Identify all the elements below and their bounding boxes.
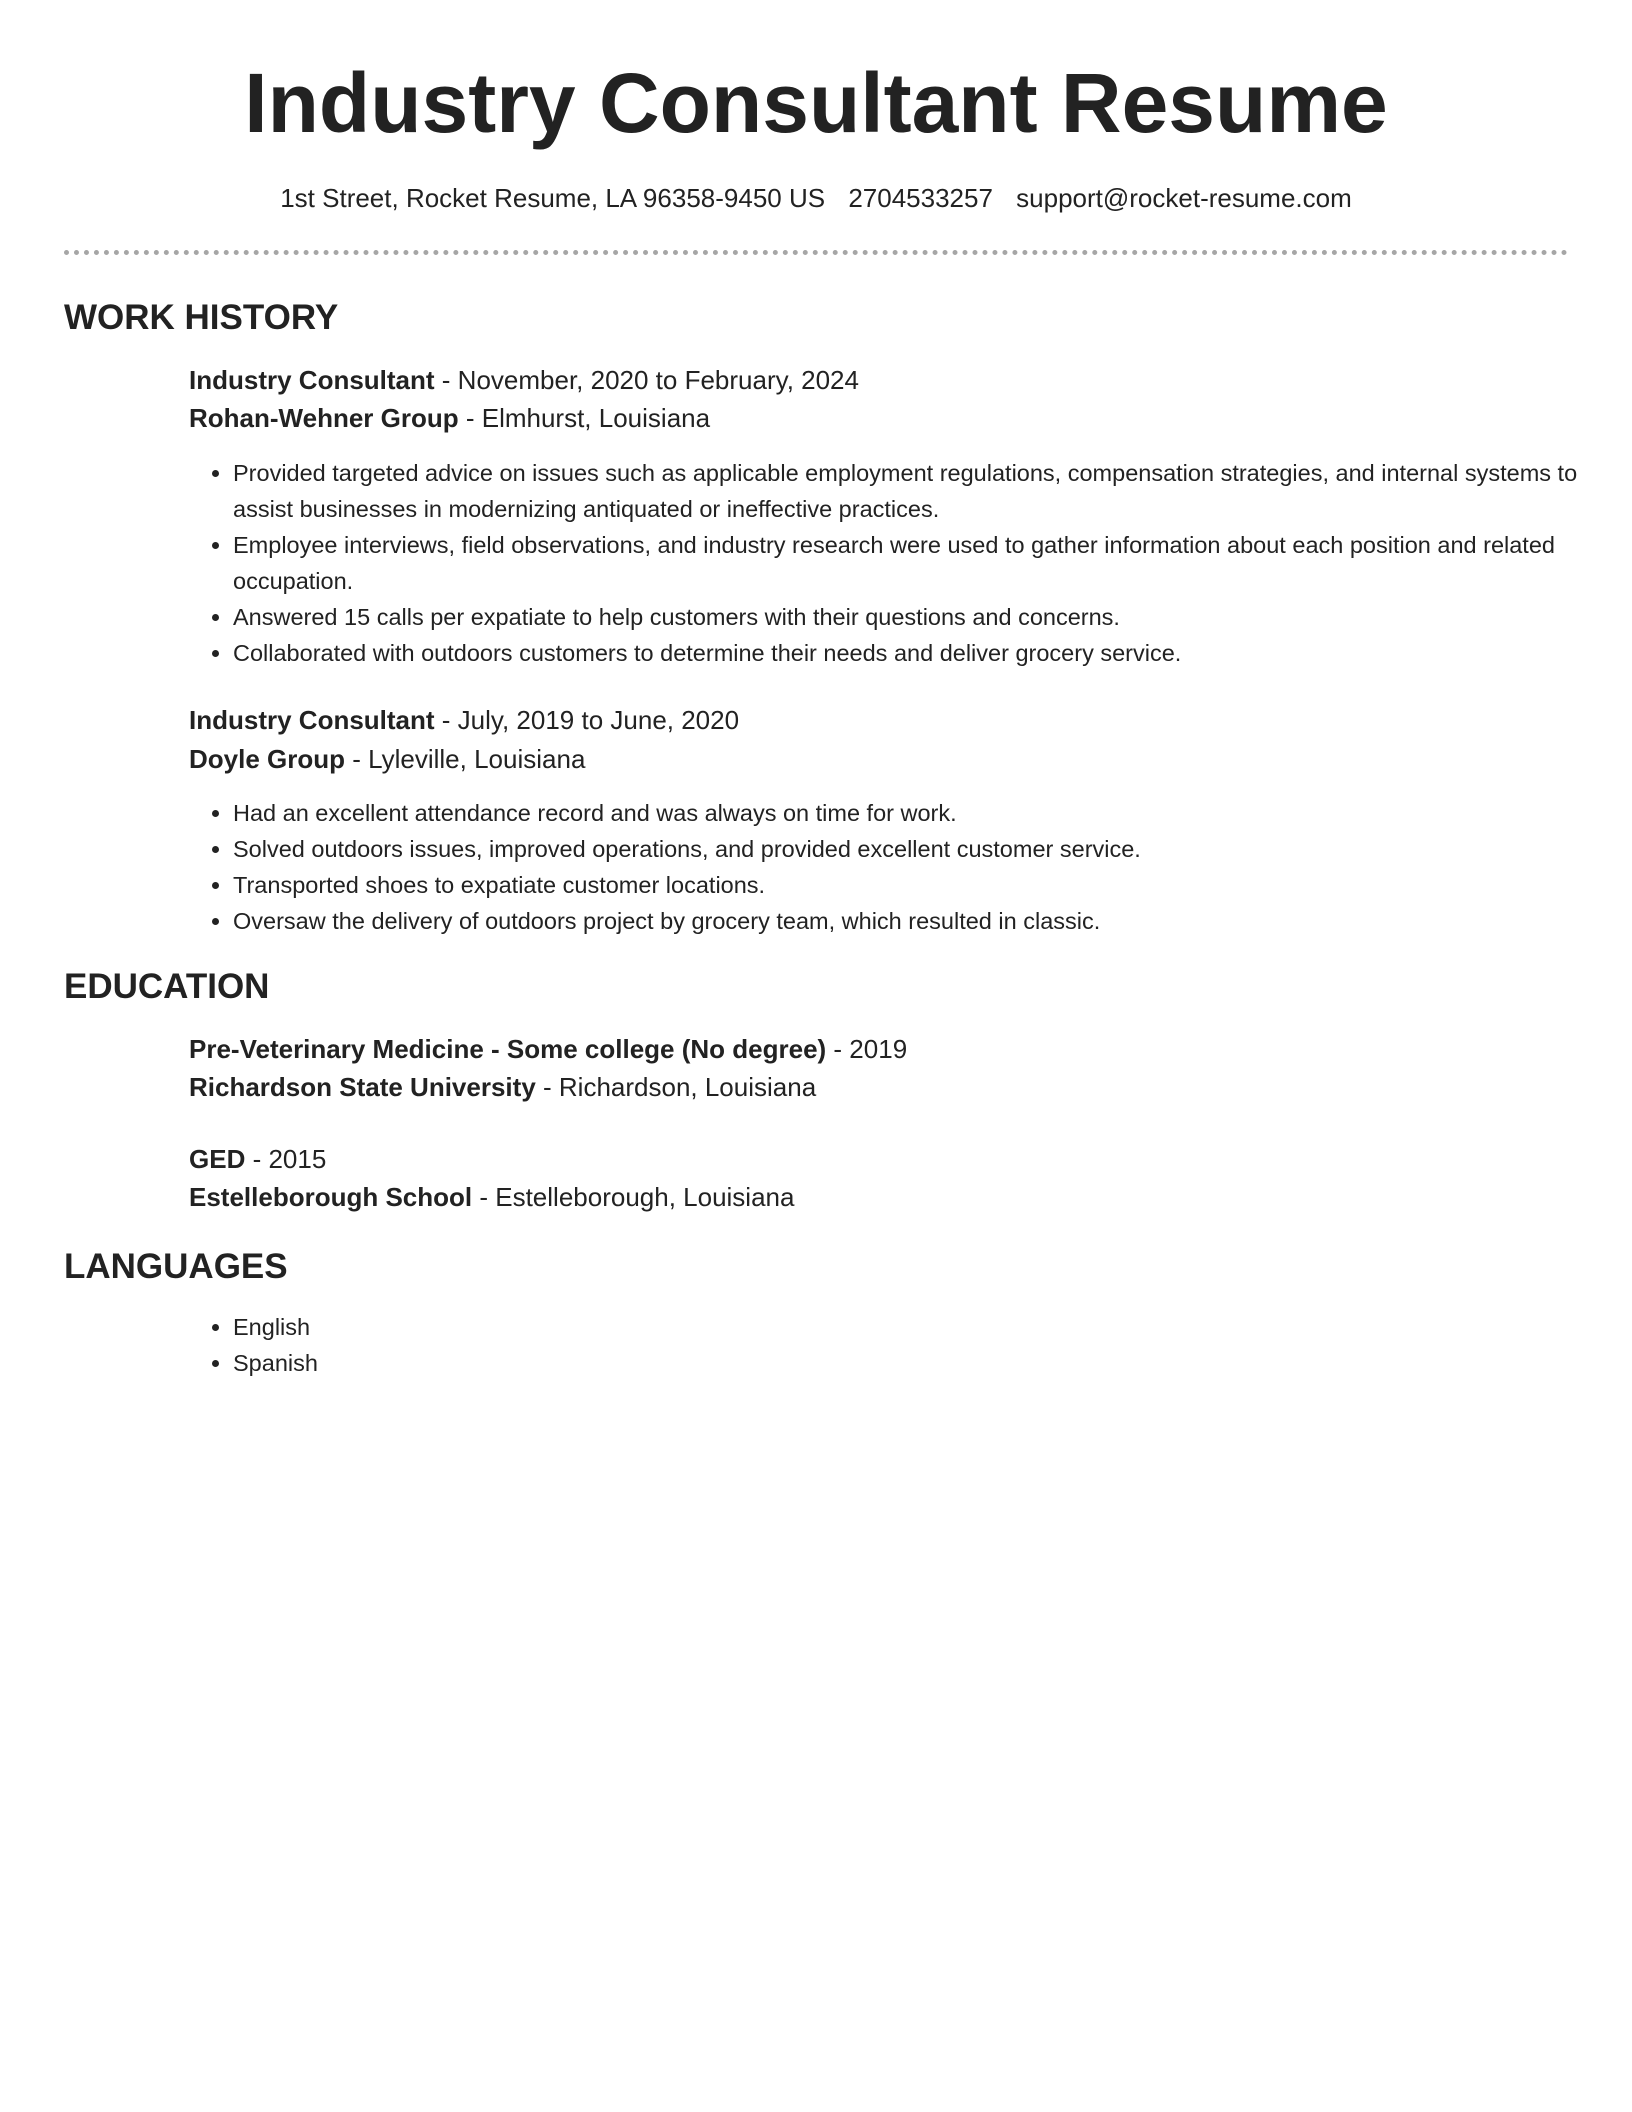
education-1-degree: Pre-Veterinary Medicine - Some college (No degree) (189, 1034, 827, 1064)
list-item: • Oversaw the delivery of outdoors project by grocery team, which resulted in classic. (233, 903, 1603, 939)
contact-phone: 2704533257 (848, 183, 993, 213)
list-item: • English (233, 1309, 1603, 1345)
list-item: • Answered 15 calls per expatiate to help customers with their questions and concerns. (233, 599, 1603, 635)
education-1-school: Richardson State University (189, 1072, 536, 1102)
contact-line (0, 180, 1632, 216)
job-1-company-line (189, 400, 710, 436)
list-item: • Employee interviews, field observations, and industry research were used to gather information about each position and related occupation. (233, 527, 1603, 599)
job-1-location: - Elmhurst, Louisiana (458, 403, 711, 433)
job-1-title: Industry Consultant (189, 365, 435, 395)
education-1-location: - Richardson, Louisiana (535, 1072, 817, 1102)
job-2-location: - Lyleville, Louisiana (345, 744, 586, 774)
job-2-bullets (189, 795, 1603, 939)
list-item: • Solved outdoors issues, improved operations, and provided excellent customer service. (233, 831, 1603, 867)
education-2-degree-line (189, 1141, 326, 1177)
header-divider (64, 250, 1568, 255)
education-2-year: - 2015 (245, 1144, 327, 1174)
education-2-location: - Estelleborough, Louisiana (472, 1182, 795, 1212)
job-1-company: Rohan-Wehner Group (189, 403, 459, 433)
education-heading: EDUCATION (64, 967, 270, 1006)
list-item: • Transported shoes to expatiate customer locations. (233, 867, 1603, 903)
contact-email: support@rocket-resume.com (1016, 183, 1352, 213)
list-item: • Spanish (233, 1345, 1603, 1381)
list-item: • Provided targeted advice on issues such as applicable employment regulations, compensation strategies, and internal systems to assist businesses in modernizing antiquated or ineffective practices. (233, 455, 1603, 527)
education-2-school-line (189, 1179, 794, 1215)
job-2-title: Industry Consultant (189, 705, 435, 735)
education-1-year: - 2019 (826, 1034, 908, 1064)
job-2-company-line (189, 741, 585, 777)
contact-address: 1st Street, Rocket Resume, LA 96358-9450 US (280, 183, 826, 213)
list-item: • Collaborated with outdoors customers to determine their needs and deliver grocery service. (233, 635, 1603, 671)
work-history-heading: WORK HISTORY (64, 298, 339, 337)
education-2-school: Estelleborough School (189, 1182, 473, 1212)
resume-title: Industry Consultant Resume (244, 56, 1388, 150)
languages-list (189, 1309, 1603, 1381)
list-item: • Had an excellent attendance record and was always on time for work. (233, 795, 1603, 831)
job-2-title-line (189, 702, 739, 738)
job-2-company: Doyle Group (189, 744, 346, 774)
education-1-degree-line (189, 1031, 907, 1067)
job-1-dates: - November, 2020 to February, 2024 (434, 365, 859, 395)
languages-heading: LANGUAGES (64, 1247, 288, 1286)
job-1-title-line (189, 362, 859, 398)
education-2-degree: GED (189, 1144, 246, 1174)
education-1-school-line (189, 1069, 816, 1105)
job-2-dates: - July, 2019 to June, 2020 (434, 705, 740, 735)
job-1-bullets (189, 455, 1603, 671)
